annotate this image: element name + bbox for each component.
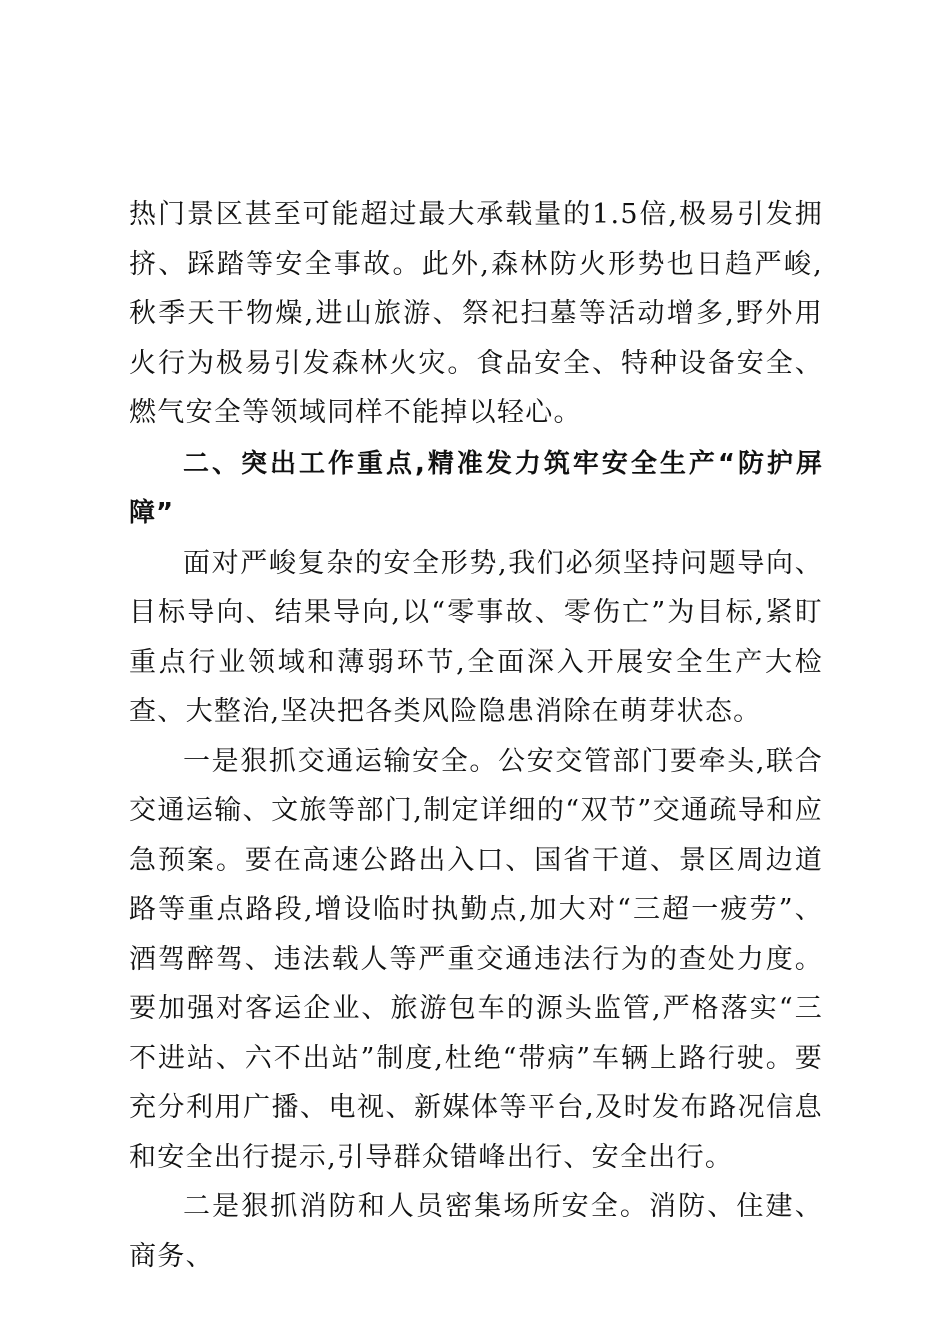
paragraph-fire-safety: 二是狠抓消防和人员密集场所安全。消防、住建、商务、 — [129, 1191, 823, 1272]
section-heading: 二、突出工作重点,精准发力筑牢安全生产“防护屏障” — [129, 448, 823, 528]
paragraph-continuation: 热门景区甚至可能超过最大承载量的1.5倍,极易引发拥挤、踩踏等安全事故。此外,森林防火形势也日趋严峻,秋季天干物燥,进山旅游、祭祀扫墓等活动增多,野外用火行为极易引发森林火灾。食品安全、特种设备安全、燃气安全等领域同样不能掉以轻心。 — [129, 199, 823, 428]
paragraph-intro: 面对严峻复杂的安全形势,我们必须坚持问题导向、目标导向、结果导向,以“零事故、零伤亡”为目标,紧盯重点行业领域和薄弱环节,全面深入开展安全生产大检查、大整治,坚决把各类风险隐患消除在萌芽状态。 — [129, 547, 823, 727]
paragraph-traffic-safety: 一是狠抓交通运输安全。公安交管部门要牵头,联合交通运输、文旅等部门,制定详细的“双节”交通疏导和应急预案。要在高速公路出入口、国省干道、景区周边道路等重点路段,增设临时执勤点,加大对“三超一疲劳”、酒驾醉驾、违法载人等严重交通违法行为的查处力度。要加强对客运企业、旅游包车的源头监管,严格落实“三不进站、六不出站”制度,杜绝“带病”车辆上路行驶。要充分利用广播、电视、新媒体等平台,及时发布路况信息和安全出行提示,引导群众错峰出行、安全出行。 — [129, 745, 823, 1173]
document-body — [129, 190, 823, 1281]
